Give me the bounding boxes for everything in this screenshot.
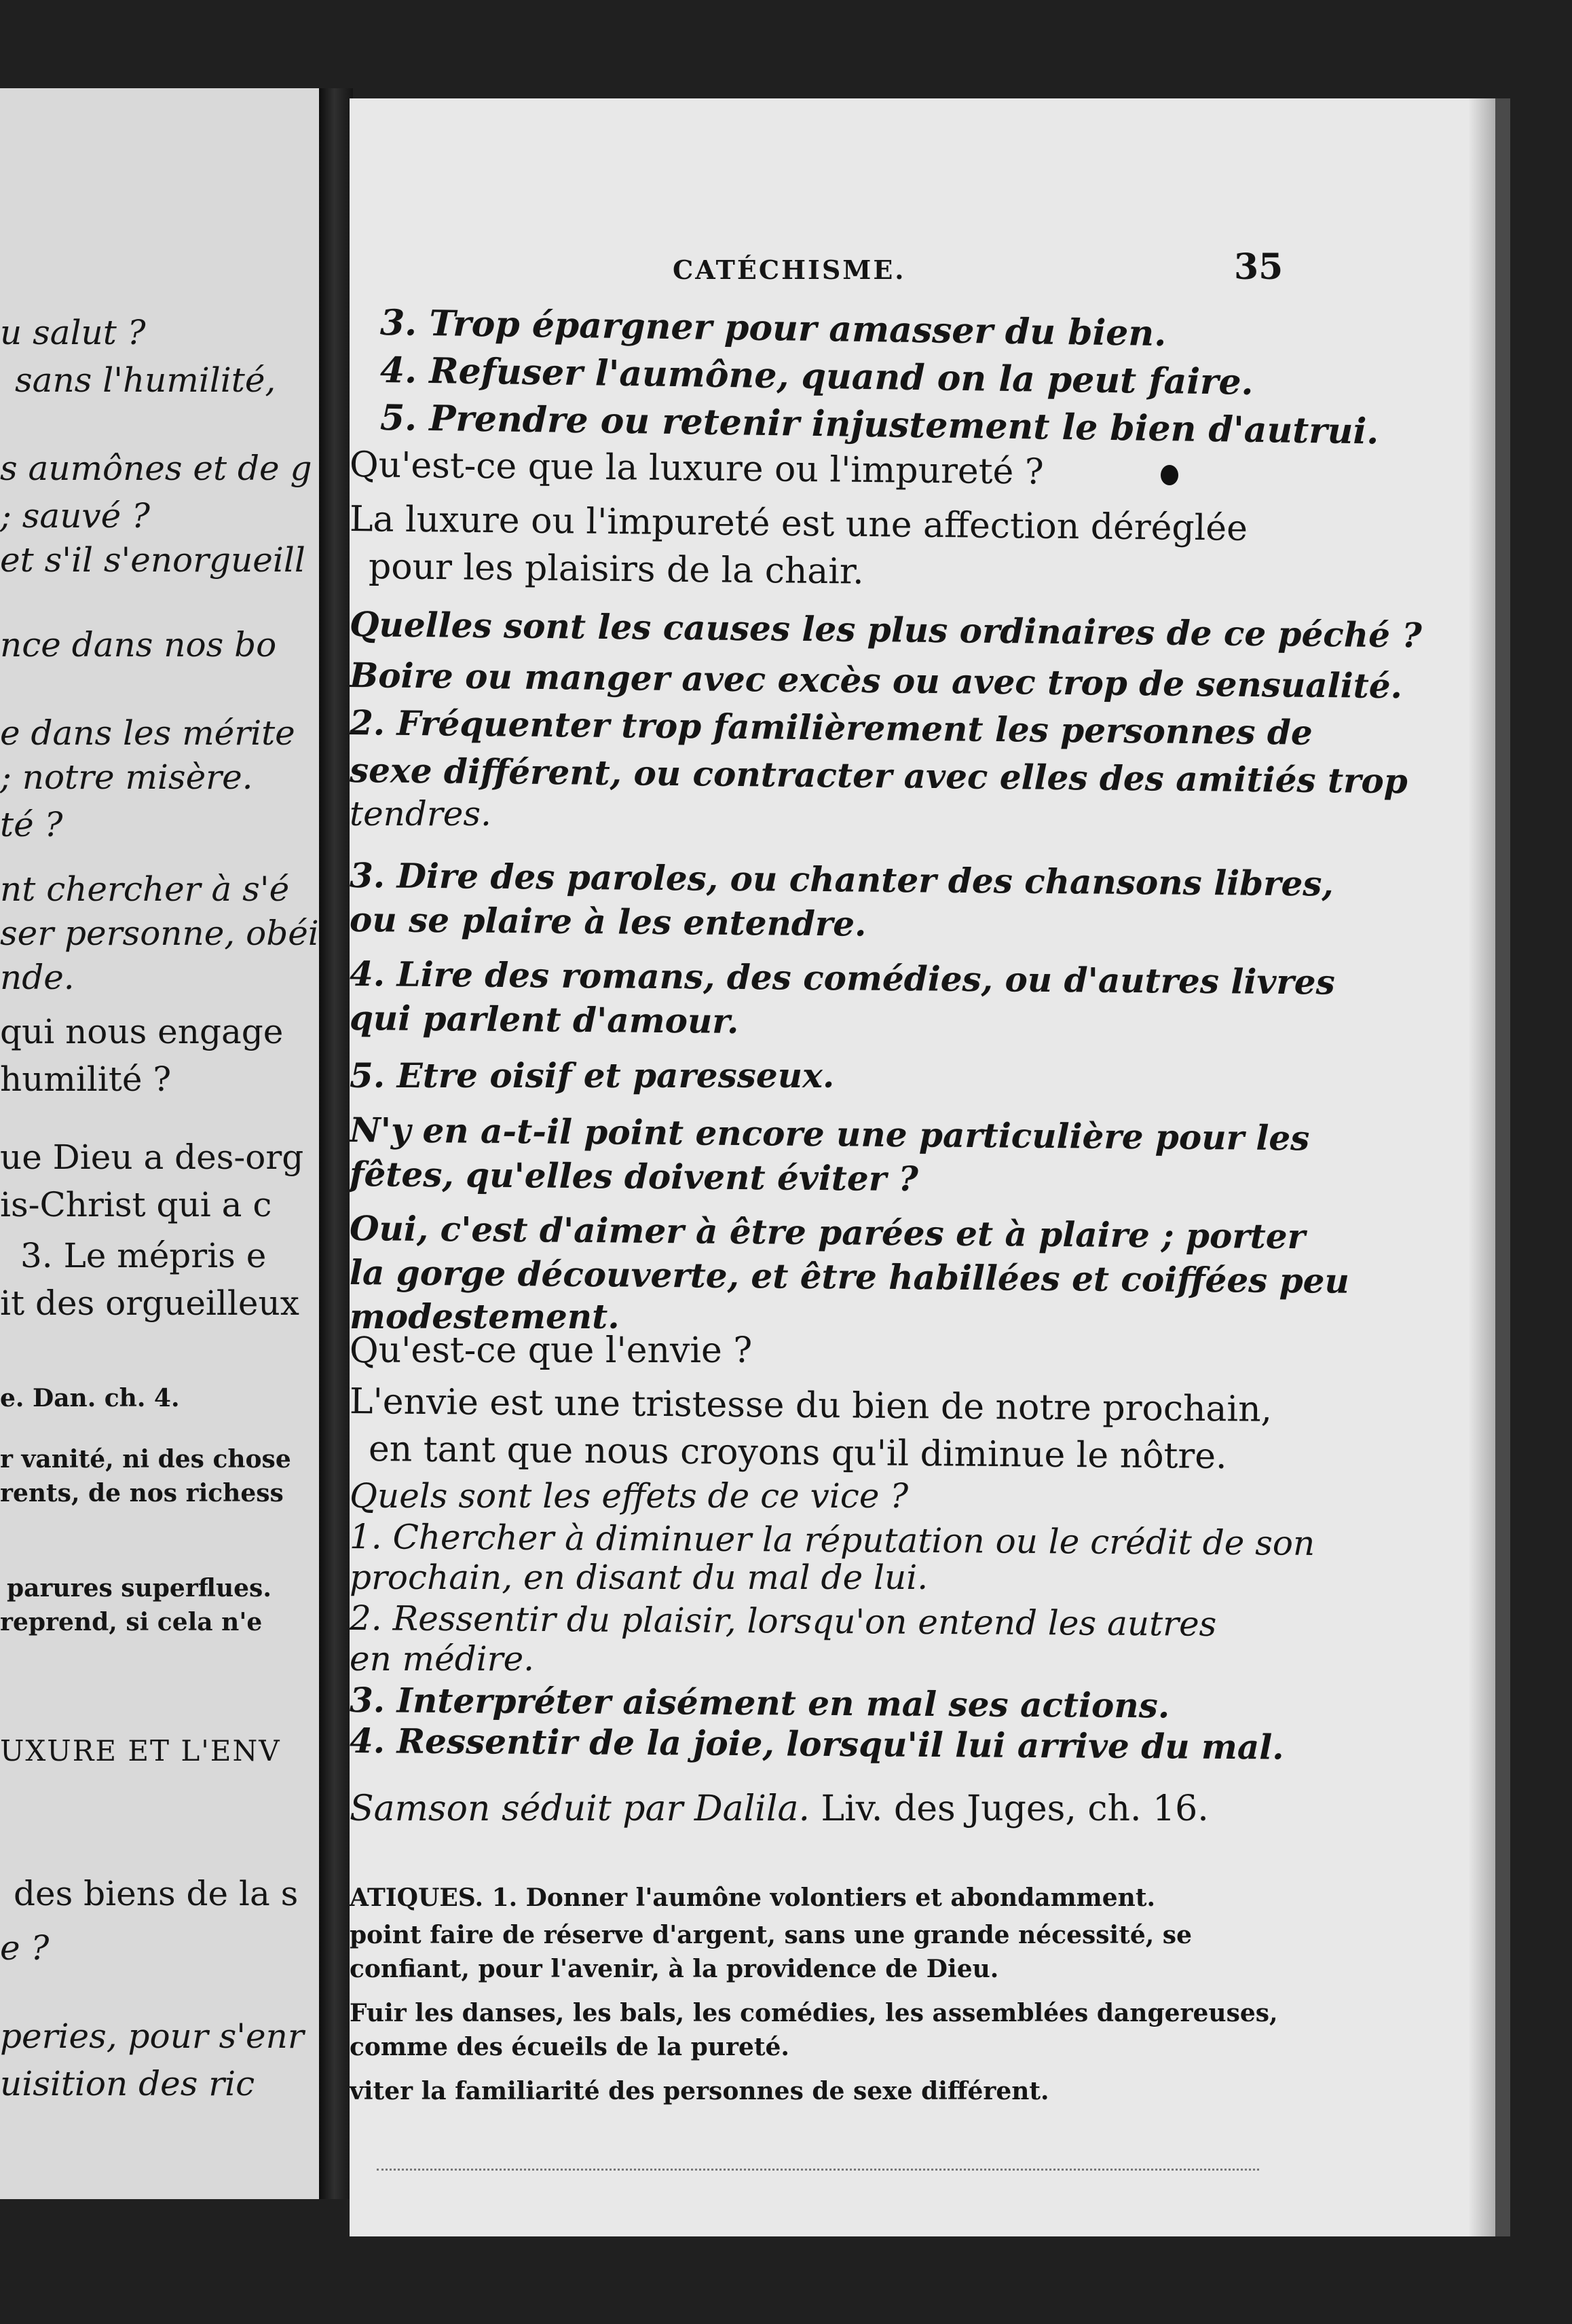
left-line: ; notre misère. [0, 757, 253, 797]
left-line: it des orgueilleux [0, 1283, 299, 1323]
text-line: 1. Chercher à diminuer la réputation ou le crédit de son [350, 1517, 1315, 1563]
text-line: 5. Etre oisif et paresseux. [350, 1055, 835, 1095]
answer-line: pour les plaisirs de la chair. [368, 546, 864, 593]
text-line: 4. Ressentir de la joie, lorsqu'il lui arrive du mal. [350, 1721, 1284, 1767]
text-line: 2. Fréquenter trop familièrement les personnes de [350, 702, 1313, 753]
left-line: té ? [0, 805, 63, 844]
answer-line: La luxure ou l'impureté est une affection déréglée [350, 499, 1248, 549]
practice-note: point faire de réserve d'argent, sans une grande nécessité, se [350, 1921, 1192, 1949]
ink-spot [1161, 465, 1178, 485]
text-line: en médire. [350, 1639, 535, 1679]
answer-line: L'envie est une tristesse du bien de notre prochain, [350, 1381, 1273, 1430]
left-line: des biens de la s [14, 1874, 299, 1913]
decorative-dotted-rule [377, 2169, 1259, 2177]
right-page [350, 98, 1510, 2236]
question-line: Quels sont les effets de ce vice ? [350, 1476, 909, 1516]
left-line: r vanité, ni des chose [0, 1445, 291, 1474]
question-line: Qu'est-ce que la luxure ou l'impureté ? [350, 445, 1045, 493]
text-line: sexe différent, ou contracter avec elles des amitiés trop [350, 750, 1408, 802]
left-line: reprend, si cela n'e [0, 1608, 263, 1636]
left-line: peries, pour s'enr [0, 2017, 304, 2056]
text-line: 3. Dire des paroles, ou chanter des chansons libres, [350, 855, 1334, 904]
text-line: ou se plaire à les entendre. [350, 899, 867, 944]
answer-line: en tant que nous croyons qu'il diminue le nôtre. [368, 1429, 1227, 1478]
practice-note: viter la familiarité des personnes de sexe différent. [350, 2077, 1049, 2105]
question-line: fêtes, qu'elles doivent éviter ? [350, 1154, 919, 1199]
text-line: Boire ou manger avec excès ou avec trop de sensualité. [350, 655, 1403, 707]
practice-note: confiant, pour l'avenir, à la providence de Dieu. [350, 1955, 999, 1983]
left-line: uisition des ric [0, 2064, 255, 2103]
text-line: 3. Trop épargner pour amasser du bien. [379, 302, 1167, 355]
page-number: 35 [1234, 246, 1284, 288]
question-line: N'y en a-t-il point encore une particulière pour les [350, 1110, 1310, 1159]
left-line: nce dans nos bo [0, 625, 277, 664]
left-line: u salut ? [0, 313, 146, 352]
book-gutter [319, 88, 353, 2199]
text-line: qui parlent d'amour. [350, 998, 739, 1042]
practice-note: Fuir les danses, les bals, les comédies, les assemblées dangereuses, [350, 1999, 1278, 2027]
caption-reference: Liv. des Juges, ch. 16. [810, 1788, 1209, 1829]
text-line: 3. Interpréter aisément en mal ses actions. [350, 1680, 1170, 1726]
text-line: modestement. [350, 1296, 620, 1336]
text-line: Oui, c'est d'aimer à être parées et à plaire ; porter [350, 1208, 1306, 1257]
left-line: ; sauvé ? [0, 496, 150, 536]
text-line: tendres. [350, 794, 491, 833]
question-line: Quelles sont les causes les plus ordinaires de ce péché ? [350, 604, 1422, 656]
left-line: ue Dieu a des-org [0, 1138, 304, 1177]
left-line: e ? [0, 1928, 50, 1968]
left-line: is-Christ qui a c [0, 1185, 272, 1224]
left-line: 3. Le mépris e [20, 1236, 267, 1275]
left-line: sans l'humilité, [15, 360, 276, 400]
text-line: 5. Prendre ou retenir injustement le bien d'autrui. [379, 397, 1379, 453]
left-line: ser personne, obéi [0, 914, 319, 953]
text-line: 4. Lire des romans, des comédies, ou d'autres livres [350, 954, 1336, 1002]
caption-title: Samson séduit par Dalila. [350, 1788, 810, 1829]
left-line: nt chercher à s'é [0, 869, 290, 909]
text-line: 2. Ressentir du plaisir, lorsqu'on entend les autres [350, 1598, 1217, 1644]
left-page-fragment [0, 88, 319, 2199]
left-line: UXURE ET L'ENV [0, 1734, 281, 1767]
page-edge-shadow [1468, 98, 1495, 2236]
left-line: e dans les mérite [0, 713, 295, 753]
text-line: prochain, en disant du mal de lui. [350, 1558, 929, 1597]
left-line: parures superflues. [7, 1574, 272, 1603]
text-line: la gorge découverte, et être habillées et coiffées peu [350, 1252, 1350, 1301]
practice-note: ATIQUES. 1. Donner l'aumône volontiers et abondamment. [350, 1883, 1156, 1912]
left-line: rents, de nos richess [0, 1479, 284, 1507]
left-line: qui nous engage [0, 1012, 284, 1051]
left-line: nde. [0, 958, 75, 997]
running-head: CATÉCHISME. [673, 255, 906, 285]
question-line: Qu'est-ce que l'envie ? [350, 1330, 753, 1371]
left-line: e. Dan. ch. 4. [0, 1384, 180, 1412]
text-line: 4. Refuser l'aumône, quand on la peut faire. [379, 350, 1254, 403]
left-line: et s'il s'enorgueill [0, 540, 305, 580]
practice-note: comme des écueils de la pureté. [350, 2033, 789, 2061]
illustration-caption [350, 1788, 1209, 1829]
left-line: humilité ? [0, 1060, 172, 1099]
left-line: s aumônes et de g [0, 449, 312, 488]
